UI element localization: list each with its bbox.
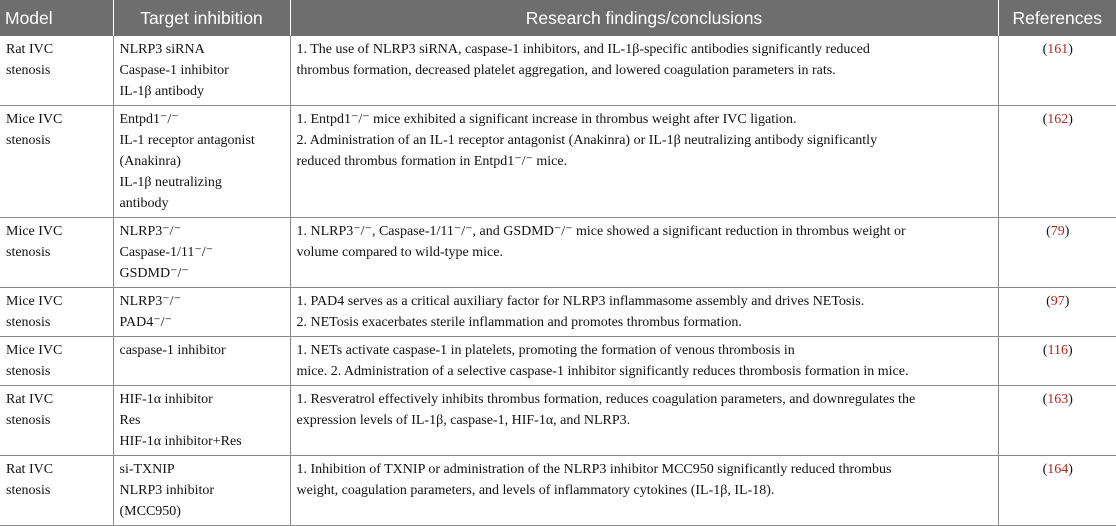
findings-cell: 1. Resveratrol effectively inhibits thrombus formation, reduces coagulation parameters, and downregulates the expression levels of IL-1β, caspase-1, HIF-1α, and NLRP3. xyxy=(290,386,998,456)
header-research-findings: Research findings/conclusions xyxy=(290,0,998,36)
reference-cell: (161) xyxy=(998,36,1116,106)
reference-cell: (162) xyxy=(998,106,1116,218)
model-cell: Rat IVC stenosis xyxy=(0,456,113,526)
reference-cell: (116) xyxy=(998,337,1116,386)
reference-link[interactable]: 162 xyxy=(1047,112,1069,127)
target-cell: NLRP3 siRNA Caspase-1 inhibitor IL-1β antibody xyxy=(113,36,290,106)
reference-cell: (79) xyxy=(998,218,1116,288)
model-cell: Mice IVC stenosis xyxy=(0,218,113,288)
model-cell: Mice IVC stenosis xyxy=(0,337,113,386)
findings-cell: 1. NETs activate caspase-1 in platelets, promoting the formation of venous thrombosis in mice. 2. Administration of a selective caspase-1 inhibitor significantly reduces thrombosis formation in mice. xyxy=(290,337,998,386)
findings-cell: 1. NLRP3⁻/⁻, Caspase-1/11⁻/⁻, and GSDMD⁻/⁻ mice showed a significant reduction in thrombus weight or volume compared to wild-type mice. xyxy=(290,218,998,288)
reference-cell: (97) xyxy=(998,288,1116,337)
reference-cell: (163) xyxy=(998,386,1116,456)
header-model: Model xyxy=(0,0,113,36)
model-cell: Rat IVC stenosis xyxy=(0,36,113,106)
target-cell: NLRP3⁻/⁻ Caspase-1/11⁻/⁻ GSDMD⁻/⁻ xyxy=(113,218,290,288)
model-cell: Mice IVC stenosis xyxy=(0,288,113,337)
header-target-inhibition: Target inhibition xyxy=(113,0,290,36)
table-row xyxy=(0,456,1116,526)
model-cell: Mice IVC stenosis xyxy=(0,106,113,218)
reference-cell: (164) xyxy=(998,456,1116,526)
findings-cell: 1. Entpd1⁻/⁻ mice exhibited a significant increase in thrombus weight after IVC ligation. 2. Administration of an IL-1 receptor antagonist (Anakinra) or IL-1β neutralizing antibody significantly reduced thrombus formation in Entpd1⁻/⁻ mice. xyxy=(290,106,998,218)
header-references: References xyxy=(998,0,1116,36)
table-row xyxy=(0,288,1116,337)
table-row xyxy=(0,337,1116,386)
target-cell: caspase-1 inhibitor xyxy=(113,337,290,386)
table-row xyxy=(0,106,1116,218)
findings-cell: 1. PAD4 serves as a critical auxiliary factor for NLRP3 inflammasome assembly and drives NETosis. 2. NETosis exacerbates sterile inflammation and promotes thrombus formation. xyxy=(290,288,998,337)
table-row xyxy=(0,386,1116,456)
findings-cell: 1. Inhibition of TXNIP or administration of the NLRP3 inhibitor MCC950 significantly reduced thrombus weight, coagulation parameters, and levels of inflammatory cytokines (IL-1β, IL-18). xyxy=(290,456,998,526)
target-cell: si-TXNIP NLRP3 inhibitor (MCC950) xyxy=(113,456,290,526)
model-cell: Rat IVC stenosis xyxy=(0,386,113,456)
target-cell: NLRP3⁻/⁻ PAD4⁻/⁻ xyxy=(113,288,290,337)
reference-link[interactable]: 79 xyxy=(1050,224,1065,239)
findings-cell: 1. The use of NLRP3 siRNA, caspase-1 inhibitors, and IL-1β-specific antibodies significantly reduced thrombus formation, decreased platelet aggregation, and lowered coagulation parameters in rats. xyxy=(290,36,998,106)
target-cell: HIF-1α inhibitor Res HIF-1α inhibitor+Res xyxy=(113,386,290,456)
reference-link[interactable]: 163 xyxy=(1047,392,1069,407)
table-row xyxy=(0,36,1116,106)
reference-link[interactable]: 161 xyxy=(1047,42,1069,57)
reference-link[interactable]: 116 xyxy=(1047,343,1068,358)
table-row xyxy=(0,218,1116,288)
reference-link[interactable]: 164 xyxy=(1047,462,1069,477)
header-row xyxy=(0,0,1116,36)
reference-link[interactable]: 97 xyxy=(1050,294,1065,309)
target-cell: Entpd1⁻/⁻ IL-1 receptor antagonist (Anakinra) IL-1β neutralizing antibody xyxy=(113,106,290,218)
